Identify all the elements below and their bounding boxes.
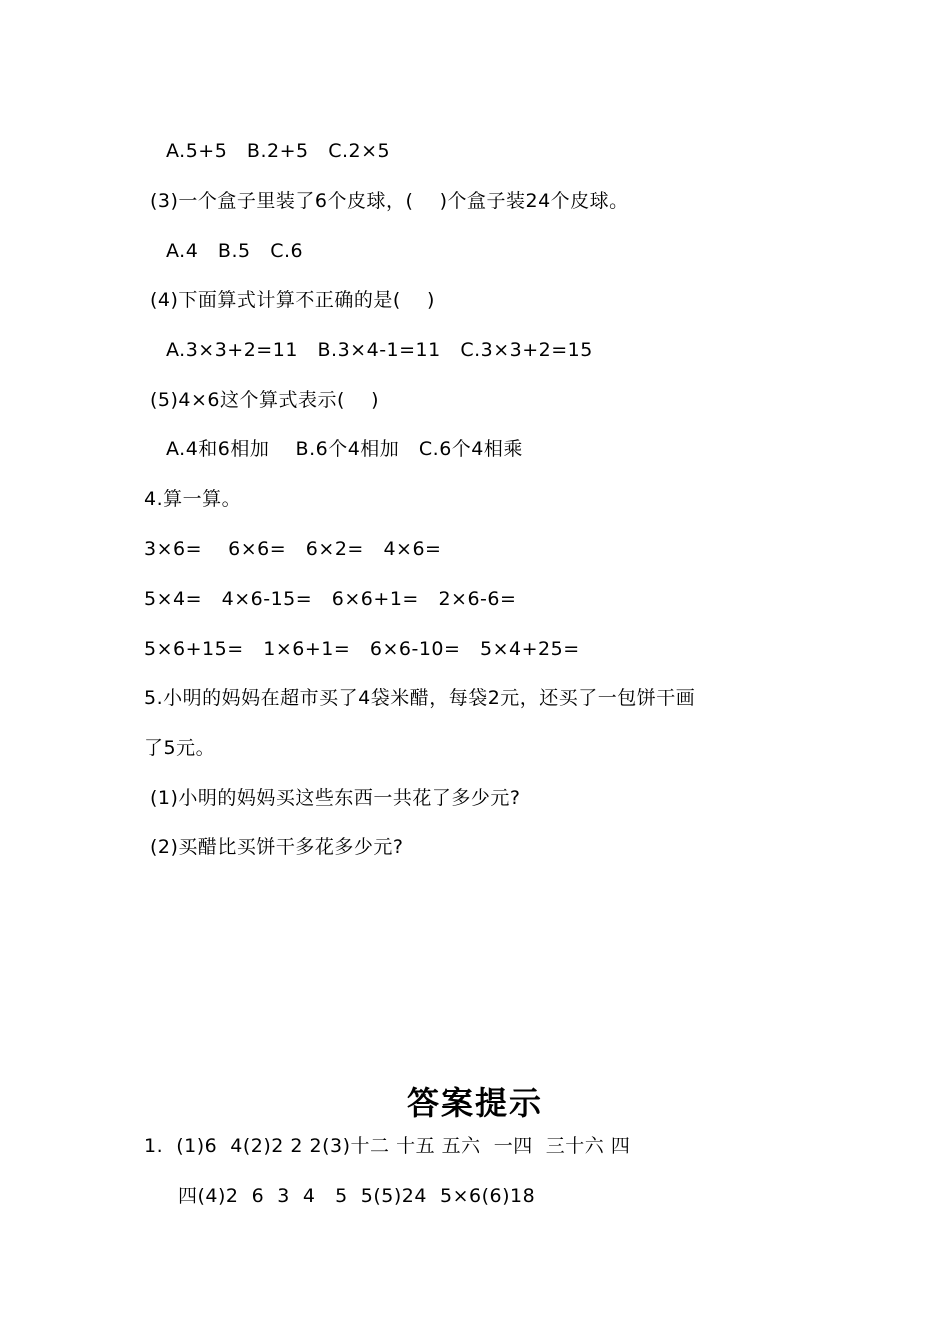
q5-line-2: 了5元。 — [144, 737, 216, 759]
q5-line-1: 5.小明的妈妈在超市买了4袋米醋，每袋2元，还买了一包饼干画 — [144, 687, 696, 709]
answers-line-2: 四(4)2 6 3 4 5 5(5)24 5×6(6)18 — [178, 1185, 536, 1207]
q4-row-3: 5×6+15= 1×6+1= 6×6-10= 5×4+25= — [144, 638, 580, 660]
q3-options-4: A.3×3+2=11 B.3×4-1=11 C.3×3+2=15 — [166, 339, 593, 361]
q4-title: 4.算一算。 — [144, 488, 242, 510]
q3-options-5: A.4和6相加 B.6个4相加 C.6个4相乘 — [166, 438, 523, 460]
q5-sub-1: (1)小明的妈妈买这些东西一共花了多少元? — [150, 787, 521, 809]
q3-sub-3: (3)一个盒子里装了6个皮球，( )个盒子装24个皮球。 — [150, 190, 629, 212]
q3-sub-5: (5)4×6这个算式表示( ) — [150, 389, 379, 411]
q4-row-1: 3×6= 6×6= 6×2= 4×6= — [144, 538, 442, 560]
answers-title: 答案提示 — [406, 1084, 543, 1122]
q4-row-2: 5×4= 4×6-15= 6×6+1= 2×6-6= — [144, 588, 517, 610]
q3-options-3: A.4 B.5 C.6 — [166, 240, 304, 262]
answers-line-1: 1. (1)6 4(2)2 2 2(3)十二 十五 五六 一四 三十六 四 — [144, 1135, 631, 1157]
q3-sub-4: (4)下面算式计算不正确的是( ) — [150, 289, 435, 311]
q3-options-2: A.5+5 B.2+5 C.2×5 — [166, 140, 391, 162]
q5-sub-2: (2)买醋比买饼干多花多少元? — [150, 836, 404, 858]
